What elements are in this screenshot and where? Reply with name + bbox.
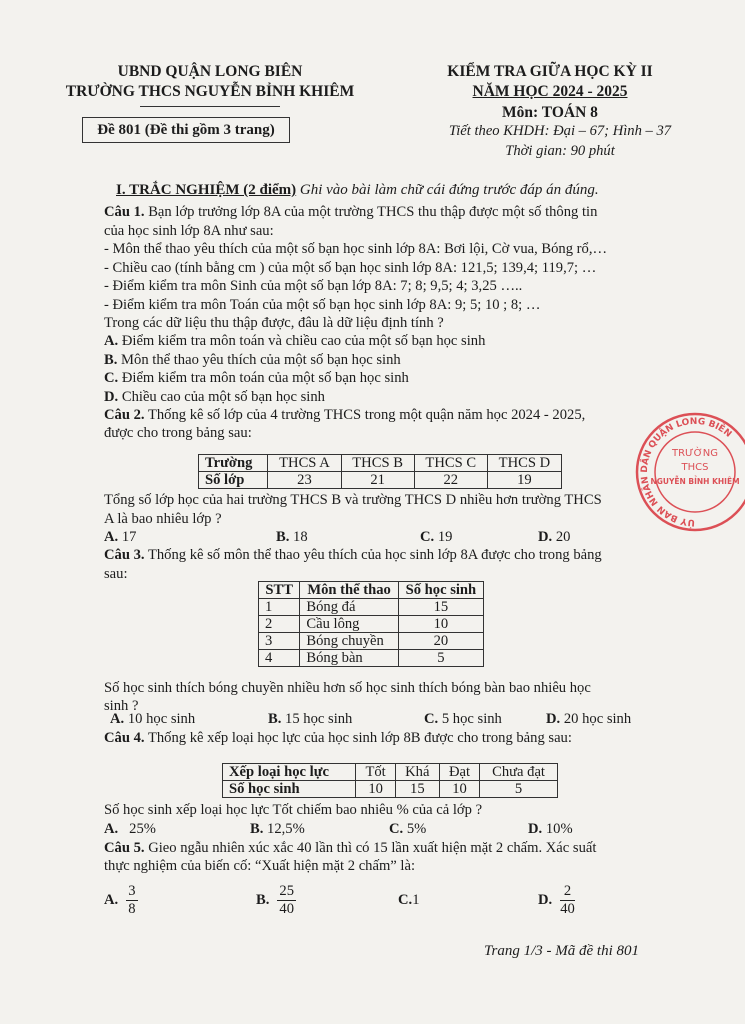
- numerator: 2: [560, 883, 575, 901]
- option-text: 5 học sinh: [441, 711, 502, 727]
- option-text: 10%: [545, 821, 573, 837]
- table-cell: 23: [268, 472, 341, 489]
- q2-text: Thống kê số lớp của 4 trường THCS trong một quận năm học 2024 - 2025,: [147, 407, 586, 423]
- q4-option-d: [528, 820, 573, 839]
- denominator: 40: [560, 901, 575, 917]
- q4-option-b: [250, 820, 305, 839]
- table-cell: 2: [259, 616, 300, 633]
- q2-option-c: [420, 528, 452, 547]
- school-stamp: [630, 410, 745, 534]
- q2-question: Tổng số lớp học của hai trường THCS B và trường THCS D nhiều hơn trường THCS: [104, 492, 602, 508]
- option-key: A.: [104, 529, 119, 545]
- q4-table: [222, 763, 558, 798]
- school-year: NĂM HỌC 2024 - 2025: [472, 83, 628, 100]
- q2-question-cont: A là bao nhiêu lớp ?: [104, 511, 222, 527]
- denominator: 40: [279, 901, 294, 917]
- q5-stem: [104, 839, 596, 858]
- q1-option-d: [104, 388, 325, 407]
- q1-option-c: [104, 369, 409, 388]
- table-cell: Trường: [199, 455, 268, 472]
- option-key: D.: [546, 711, 561, 727]
- q1-stem: [104, 203, 597, 222]
- table-cell: 1: [259, 599, 300, 616]
- district-name: UBND QUẬN LONG BIÊN: [117, 63, 303, 80]
- option-text: 12,5%: [267, 821, 305, 837]
- table-cell: Bóng đá: [300, 599, 398, 616]
- option-text: Môn thể thao yêu thích của một số bạn học sinh: [121, 352, 401, 368]
- table-row: [259, 599, 484, 616]
- option-key: A.: [104, 821, 119, 837]
- q2-table: [198, 454, 562, 489]
- table-row: [259, 633, 484, 650]
- option-text: Điểm kiểm tra môn toán và chiều cao của một số bạn học sinh: [121, 333, 486, 349]
- numerator: 25: [279, 883, 294, 899]
- q4-option-c: [389, 820, 426, 839]
- option-text: Điểm kiểm tra môn toán của một số bạn học sinh: [121, 370, 409, 386]
- table-cell: Cầu lông: [300, 616, 398, 633]
- table-row: [259, 650, 484, 667]
- q2-stem-cont: được cho trong bảng sau:: [104, 425, 252, 441]
- q1-question: Trong các dữ liệu thu thập được, đâu là dữ liệu định tính ?: [104, 315, 444, 331]
- q5-label: Câu 5.: [104, 840, 145, 856]
- table-cell: 19: [487, 472, 561, 489]
- q1-item: - Môn thể thao yêu thích của một số bạn học sinh lớp 8A: Bơi lội, Cờ vua, Bóng rổ,…: [104, 241, 608, 257]
- q3-option-d: [546, 710, 631, 729]
- q4-option-a: [104, 820, 156, 839]
- q1-text: Bạn lớp trưởng lớp 8A của một trường THCS thu thập được một số thông tin: [148, 204, 598, 220]
- table-cell: Bóng chuyền: [300, 633, 398, 650]
- table-cell: 22: [414, 472, 487, 489]
- q3-option-a: [110, 710, 195, 729]
- table-row: [199, 472, 562, 489]
- q3-question: Số học sinh thích bóng chuyền nhiều hơn số học sinh thích bóng bàn bao nhiêu học: [104, 680, 591, 696]
- option-key: C.: [420, 529, 435, 545]
- option-key: A.: [104, 891, 119, 908]
- option-text: 25%: [129, 821, 156, 837]
- q1-item: - Chiều cao (tính bằng cm ) của một số bạn học sinh lớp 8A: 121,5; 139,4; 119,7; …: [104, 260, 597, 276]
- option-key: C.: [389, 821, 404, 837]
- subject: Môn: TOÁN 8: [502, 104, 598, 121]
- table-cell: THCS B: [341, 455, 414, 472]
- q1-stem-cont: của học sinh lớp 8A như sau:: [104, 223, 274, 239]
- school-name: TRƯỜNG THCS NGUYỄN BỈNH KHIÊM: [65, 83, 355, 100]
- table-row: [259, 616, 484, 633]
- section-1-title: I. TRẮC NGHIỆM (2 điểm): [116, 182, 297, 198]
- q5-option-c: [398, 892, 420, 909]
- q3-text: Thống kê số môn thể thao yêu thích của học sinh lớp 8A được cho trong bảng: [147, 547, 602, 563]
- option-key: D.: [538, 529, 553, 545]
- q3-table: [258, 581, 484, 667]
- q2-option-b: [276, 528, 308, 547]
- table-cell: 10: [439, 781, 479, 798]
- q4-text: Thống kê xếp loại học lực của học sinh lớp 8B được cho trong bảng sau:: [147, 730, 572, 746]
- table-row: [259, 582, 484, 599]
- option-text: 20 học sinh: [563, 711, 632, 727]
- table-cell: STT: [259, 582, 300, 599]
- table-cell: 10: [356, 781, 395, 798]
- q5-option-d: [538, 883, 575, 918]
- exam-time: Thời gian: 90 phút: [505, 143, 615, 159]
- q4-stem: [104, 729, 572, 748]
- q3-stem-cont: sau:: [104, 566, 128, 582]
- q2-label: Câu 2.: [104, 407, 145, 423]
- table-cell: 15: [398, 599, 483, 616]
- table-cell: Chưa đạt: [480, 764, 558, 781]
- table-cell: THCS D: [487, 455, 561, 472]
- exam-title: KIỂM TRA GIỮA HỌC KỲ II: [447, 63, 653, 80]
- table-cell: 15: [395, 781, 439, 798]
- stamp-text: THCS: [681, 462, 709, 473]
- option-key: D.: [528, 821, 543, 837]
- table-row: [199, 455, 562, 472]
- option-text: 10 học sinh: [127, 711, 196, 727]
- table-cell: 3: [259, 633, 300, 650]
- option-text: 15 học sinh: [285, 711, 353, 727]
- table-cell: Môn thể thao: [300, 582, 398, 599]
- fraction: [277, 883, 296, 918]
- fraction: [560, 883, 575, 918]
- table-cell: 10: [398, 616, 483, 633]
- table-cell: Xếp loại học lực: [223, 764, 356, 781]
- option-text: 18: [293, 529, 308, 545]
- q1-option-a: [104, 332, 485, 351]
- table-cell: THCS A: [268, 455, 341, 472]
- option-key: B.: [104, 352, 118, 368]
- fraction: [126, 883, 137, 918]
- table-cell: Số lớp: [199, 472, 268, 489]
- option-key: D.: [538, 891, 553, 908]
- q1-item: - Điểm kiểm tra môn Toán của một số bạn học sinh lớp 8A: 9; 5; 10 ; 8; …: [104, 297, 541, 313]
- exam-code-box: Đề 801 (Đề thi gồm 3 trang): [82, 117, 290, 143]
- q4-label: Câu 4.: [104, 730, 145, 746]
- stamp-ring-text: ỦY BAN NHÂN DÂN QUẬN LONG BIÊN: [639, 416, 734, 528]
- q3-stem: [104, 546, 602, 565]
- option-text: 5%: [406, 821, 427, 837]
- q1-label: Câu 1.: [104, 204, 145, 220]
- stamp-text: NGUYỄN BỈNH KHIÊM: [650, 477, 740, 486]
- table-cell: 5: [480, 781, 558, 798]
- option-key: B.: [250, 821, 264, 837]
- table-cell: Số học sinh: [223, 781, 356, 798]
- option-text: Chiều cao của một số bạn học sinh: [121, 389, 325, 405]
- table-cell: Khá: [395, 764, 439, 781]
- table-cell: 21: [341, 472, 414, 489]
- table-cell: Bóng bàn: [300, 650, 398, 667]
- option-text: 17: [121, 529, 137, 545]
- option-key: C.: [398, 892, 413, 908]
- option-key: A.: [104, 333, 119, 349]
- q5-option-b: [256, 883, 296, 918]
- option-key: C.: [424, 711, 439, 727]
- q5-stem-cont: thực nghiệm của biến cố: “Xuất hiện mặt 2 chấm” là:: [104, 858, 416, 874]
- table-cell: 4: [259, 650, 300, 667]
- option-key: C.: [104, 370, 119, 386]
- q3-option-b: [268, 710, 352, 729]
- table-row: [223, 781, 558, 798]
- section-1-heading: [116, 181, 599, 200]
- option-key: B.: [268, 711, 282, 727]
- numerator: 3: [128, 883, 136, 899]
- q3-option-c: [424, 710, 502, 729]
- section-1-instruction: Ghi vào bài làm chữ cái đứng trước đáp án đúng.: [299, 182, 599, 198]
- page-footer: Trang 1/3 - Mã đề thi 801: [484, 943, 640, 959]
- periods: Tiết theo KHDH: Đại – 67; Hình – 37: [448, 123, 672, 139]
- table-cell: 5: [398, 650, 483, 667]
- q1-item: - Điểm kiểm tra môn Sinh của một số bạn lớp 8A: 7; 8; 9,5; 4; 3,25 …..: [104, 278, 523, 294]
- denominator: 8: [128, 901, 136, 917]
- option-key: D.: [104, 389, 119, 405]
- header-divider: [140, 106, 280, 107]
- table-cell: Đạt: [439, 764, 479, 781]
- q3-question-cont: sinh ?: [104, 698, 139, 714]
- table-cell: Số học sinh: [398, 582, 483, 599]
- q2-stem: [104, 406, 585, 425]
- option-key: A.: [110, 711, 125, 727]
- q3-label: Câu 3.: [104, 547, 145, 563]
- option-key: B.: [276, 529, 290, 545]
- q1-option-b: [104, 351, 401, 370]
- option-text: 19: [437, 529, 453, 545]
- q5-text: Gieo ngẫu nhiên xúc xắc 40 lần thì có 15 lần xuất hiện mặt 2 chấm. Xác suất: [148, 840, 597, 856]
- option-text: 1: [412, 892, 420, 908]
- q2-option-d: [538, 528, 570, 547]
- option-text: 20: [555, 529, 571, 545]
- table-cell: Tốt: [356, 764, 395, 781]
- table-cell: THCS C: [414, 455, 487, 472]
- q2-option-a: [104, 528, 136, 547]
- stamp-text: TRƯỜNG: [672, 448, 718, 459]
- q4-question: Số học sinh xếp loại học lực Tốt chiếm bao nhiêu % của cả lớp ?: [104, 802, 483, 818]
- option-key: B.: [256, 891, 270, 908]
- table-cell: 20: [398, 633, 483, 650]
- q5-option-a: [104, 883, 138, 918]
- table-row: [223, 764, 558, 781]
